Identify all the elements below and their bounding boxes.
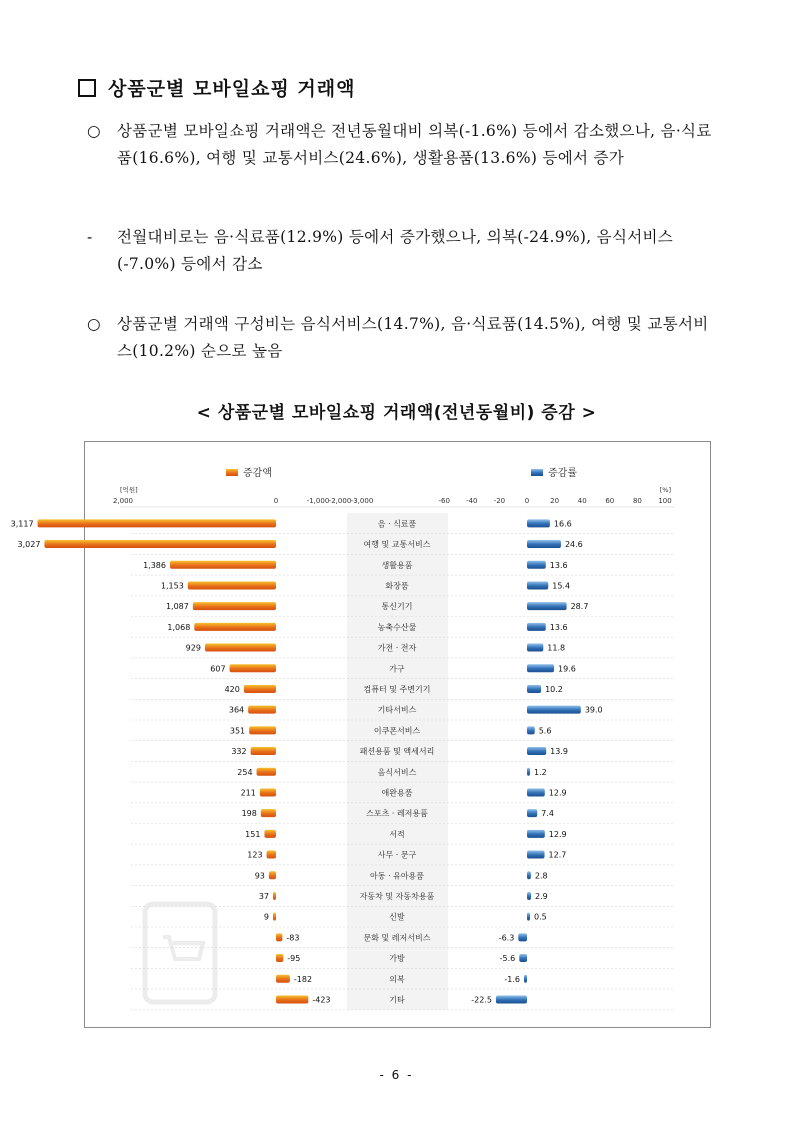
category-label: 패션용품 및 액세서리	[359, 747, 435, 757]
rate-bar	[527, 768, 530, 776]
amount-bar	[205, 644, 276, 652]
rate-bar	[527, 747, 546, 755]
chart-frame	[10, 441, 711, 1028]
amount-bar	[248, 706, 276, 714]
axis-unit-amount: [억원]	[120, 486, 138, 494]
rate-bar	[527, 892, 531, 900]
amount-data-label: 1,087	[165, 602, 189, 612]
tablet-illustration-icon	[145, 904, 215, 1002]
amount-bar	[38, 519, 276, 527]
amount-bar	[244, 685, 276, 693]
rate-tick-label: -60	[438, 497, 450, 505]
amount-data-label: 1,386	[143, 560, 166, 570]
legend-swatch-rate	[531, 469, 543, 476]
amount-bar	[188, 581, 276, 589]
amount-tick-label: -1,000	[306, 497, 330, 505]
paragraph-3	[87, 311, 717, 365]
rate-bar	[518, 933, 527, 941]
chart-svg	[10, 442, 710, 1027]
amount-data-label: 1,068	[167, 622, 191, 632]
rate-tick-label: 40	[577, 497, 587, 505]
rate-bar	[496, 995, 527, 1003]
rate-bar	[527, 561, 546, 569]
rate-bar	[527, 519, 550, 527]
rate-bar	[527, 706, 581, 714]
amount-bar	[44, 540, 276, 548]
amount-data-label: -95	[287, 954, 301, 964]
amount-data-label: 93	[254, 871, 265, 881]
rate-data-label: 28.7	[570, 602, 589, 612]
amount-data-label: 332	[231, 747, 247, 757]
category-label: 이쿠폰서비스	[373, 726, 421, 736]
circle-bullet-icon: ○	[87, 122, 101, 140]
amount-tick-label: 0	[273, 497, 279, 505]
paragraph-2	[87, 224, 717, 278]
section-heading-text: 상품군별 모바일쇼핑 거래액	[108, 78, 356, 100]
amount-data-label: 211	[240, 788, 256, 798]
amount-bar	[257, 768, 276, 776]
rate-tick-label: 80	[632, 497, 642, 505]
rate-data-label: 12.9	[548, 788, 567, 798]
category-label: 의복	[389, 974, 405, 984]
rate-bar	[527, 664, 554, 672]
rate-bar	[527, 540, 561, 548]
category-label: 음식서비스	[377, 767, 417, 777]
category-label: 신발	[389, 912, 405, 922]
amount-bar	[264, 830, 276, 838]
rate-bar	[527, 623, 546, 631]
category-label: 기타	[389, 995, 405, 1005]
rate-data-label: 7.4	[541, 809, 554, 819]
rate-bar	[527, 788, 545, 796]
rate-data-label: 12.9	[548, 829, 567, 839]
category-label: 컴퓨터 및 주변기기	[363, 684, 431, 694]
rate-bar	[524, 975, 527, 983]
amount-bar	[276, 933, 282, 941]
rate-data-label: 11.8	[547, 643, 566, 653]
amount-bar	[276, 995, 308, 1003]
category-label: 여행 및 교통서비스	[363, 540, 431, 550]
rate-bar	[527, 602, 567, 610]
rate-data-label: 5.6	[538, 726, 552, 736]
rate-data-label: 1.2	[534, 767, 547, 777]
rate-data-label: 19.6	[558, 664, 576, 674]
amount-bar	[170, 561, 276, 569]
rate-data-label: 13.6	[549, 560, 568, 570]
amount-data-label: 607	[210, 664, 226, 674]
amount-data-label: -83	[286, 933, 300, 943]
rate-data-label: -5.6	[499, 954, 516, 964]
category-label: 음 · 식료품	[377, 519, 417, 529]
category-label: 생활용품	[381, 560, 413, 570]
rate-data-label: -1.6	[504, 974, 520, 984]
rate-bar	[527, 685, 541, 693]
rate-data-label: 24.6	[564, 540, 583, 550]
section-heading	[78, 74, 355, 101]
rate-bar	[519, 954, 527, 962]
chart-title: < 상품군별 모바일쇼핑 거래액(전년동월비) 증감 >	[196, 403, 597, 423]
legend-label-rate: 증감률	[548, 468, 577, 479]
amount-bar	[193, 602, 276, 610]
amount-data-label: 3,117	[10, 519, 34, 529]
amount-data-label: 151	[245, 829, 261, 839]
amount-data-label: 9	[263, 912, 269, 922]
amount-data-label: 3,027	[17, 540, 41, 550]
rate-data-label: -22.5	[471, 995, 492, 1005]
rate-data-label: 10.2	[545, 684, 563, 694]
rate-tick-label: 60	[605, 497, 615, 505]
amount-data-label: 1,153	[160, 581, 184, 591]
rate-data-label: 13.6	[549, 622, 568, 632]
legend-label-amount: 증감액	[243, 468, 272, 479]
category-label: 가구	[389, 664, 405, 674]
rate-bar	[527, 581, 548, 589]
category-label: 가방	[389, 954, 405, 964]
amount-bar	[267, 851, 276, 859]
rate-data-label: 2.8	[534, 871, 548, 881]
category-label: 아동 · 유아용품	[370, 871, 424, 881]
category-label: 문화 및 레저서비스	[363, 933, 431, 943]
amount-tick-label: -3,000	[350, 497, 374, 505]
rate-data-label: 15.4	[552, 581, 571, 591]
amount-bar	[276, 954, 283, 962]
rate-data-label: 13.9	[550, 747, 568, 757]
checkbox-square-icon	[78, 79, 96, 97]
category-label: 서적	[389, 829, 405, 839]
category-label: 스포츠 · 레저용품	[366, 809, 428, 819]
amount-tick-label: 2,000	[112, 497, 134, 505]
rate-bar	[527, 851, 545, 859]
axis-unit-rate: [%]	[659, 486, 671, 494]
category-label: 화장품	[385, 581, 409, 591]
rate-tick-label: -40	[466, 497, 478, 505]
rate-tick-label: 100	[658, 497, 672, 505]
rate-data-label: 0.5	[534, 912, 547, 922]
rate-tick-label: 20	[550, 497, 560, 505]
circle-bullet-icon: ○	[87, 315, 101, 333]
rate-data-label: 16.6	[553, 519, 572, 529]
paragraph-3-text: 상품군별 거래액 구성비는 음식서비스(14.7%), 음·식료품(14.5%), 여행 및 교통서비스(10.2%) 순으로 높음	[117, 315, 709, 360]
rate-data-label: 39.0	[584, 705, 603, 715]
amount-data-label: -423	[312, 995, 331, 1005]
rate-data-label: 12.7	[548, 850, 567, 860]
rate-tick-label: -20	[493, 497, 506, 505]
rate-data-label: 2.9	[535, 891, 548, 901]
amount-data-label: 123	[247, 850, 263, 860]
paragraph-1	[87, 118, 717, 172]
amount-bar	[260, 788, 276, 796]
amount-data-label: -182	[293, 974, 313, 984]
amount-tick-label: -2,000	[328, 497, 352, 505]
category-label: 사무 · 문구	[377, 850, 417, 860]
amount-data-label: 254	[237, 767, 253, 777]
rate-bar	[527, 871, 531, 879]
amount-data-label: 420	[224, 684, 240, 694]
paragraph-1-text: 상품군별 모바일쇼핑 거래액은 전년동월대비 의복(-1.6%) 등에서 감소했으나, 음·식료품(16.6%), 여행 및 교통서비스(24.6%), 생활용품(13.6%) 등에서 증가	[117, 122, 712, 167]
page-number: - 6 -	[379, 1068, 414, 1082]
category-label: 가전 · 전자	[377, 643, 417, 653]
amount-bar	[230, 664, 276, 672]
dash-bullet-icon: -	[87, 228, 93, 246]
category-label: 자동차 및 자동차용품	[359, 891, 435, 901]
amount-bar	[276, 975, 290, 983]
rate-bar	[527, 644, 543, 652]
rate-bar	[527, 913, 530, 921]
amount-bar	[249, 726, 276, 734]
paragraph-2-text: 전월대비로는 음·식료품(12.9%) 등에서 증가했으나, 의복(-24.9%), 음식서비스(-7.0%) 등에서 감소	[117, 228, 674, 273]
rate-bar	[527, 809, 537, 817]
amount-bar	[261, 809, 276, 817]
category-label: 애완용품	[381, 788, 413, 798]
rate-bar	[527, 726, 535, 734]
legend-swatch-amount	[226, 469, 238, 476]
category-label: 통신기기	[381, 602, 413, 612]
rate-data-label: -6.3	[498, 933, 515, 943]
amount-bar	[251, 747, 276, 755]
category-label: 기타서비스	[377, 705, 417, 715]
amount-bar	[273, 913, 276, 921]
category-label: 농축수산물	[377, 622, 417, 632]
amount-bar	[194, 623, 276, 631]
amount-data-label: 364	[228, 705, 245, 715]
amount-bar	[269, 871, 276, 879]
amount-bar	[273, 892, 276, 900]
rate-tick-label: 0	[524, 497, 530, 505]
amount-data-label: 37	[258, 891, 269, 901]
rate-bar	[527, 830, 545, 838]
amount-data-label: 929	[185, 643, 201, 653]
amount-data-label: 198	[241, 809, 257, 819]
amount-data-label: 351	[229, 726, 246, 736]
